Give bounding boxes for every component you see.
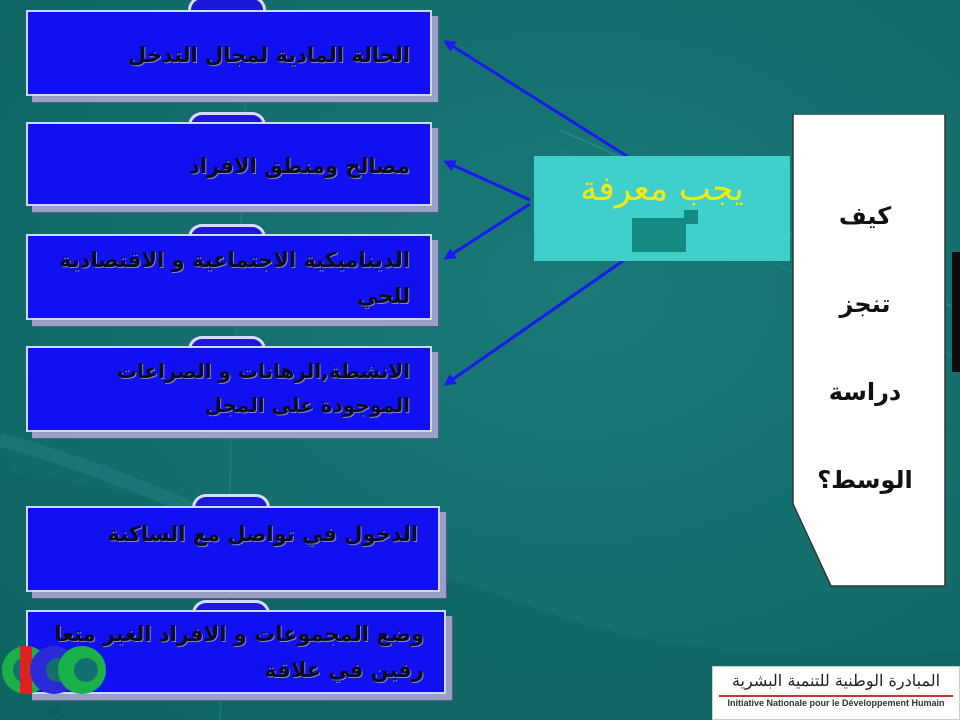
icc-logo (0, 636, 108, 720)
icc-logo-text: ICC (47, 707, 61, 716)
box-connect-groups: وضع المجموعات و الافراد الغير متعا رفين في علاقة (26, 610, 446, 694)
center-notch (632, 218, 686, 252)
box-interests-logic: مصالح ومنطق الافراد (26, 122, 432, 206)
indh-logo-arabic: المبادرة الوطنية للتنمية البشرية (731, 671, 941, 690)
edge-mark (952, 252, 960, 372)
indh-logo-french: Initiative Nationale pour le Développement Humain (727, 698, 945, 708)
question-line: الوسط؟ (817, 466, 913, 494)
indh-logo (712, 666, 960, 720)
question-line: كيف (838, 202, 892, 230)
indh-logo-bar (719, 695, 953, 697)
box-contact-population: الدخول في تواصل مع الساكنة (26, 506, 440, 592)
center-label-box (534, 156, 790, 261)
center-label: يجب معرفة (580, 169, 744, 209)
box-social-dynamics: الديناميكية الاجتماعية و الاقتصادية للحي (26, 234, 432, 320)
center-notch-small (684, 210, 698, 224)
box-activities-conflicts: الانشطة,الرهانات و الصراعات الموجودة على المجل (26, 346, 432, 432)
question-line: تنجز (839, 290, 891, 318)
box-physical-state: الحالة المادية لمجال التدخل (26, 10, 432, 96)
question-line: دراسة (828, 378, 902, 406)
question-text (800, 172, 930, 524)
